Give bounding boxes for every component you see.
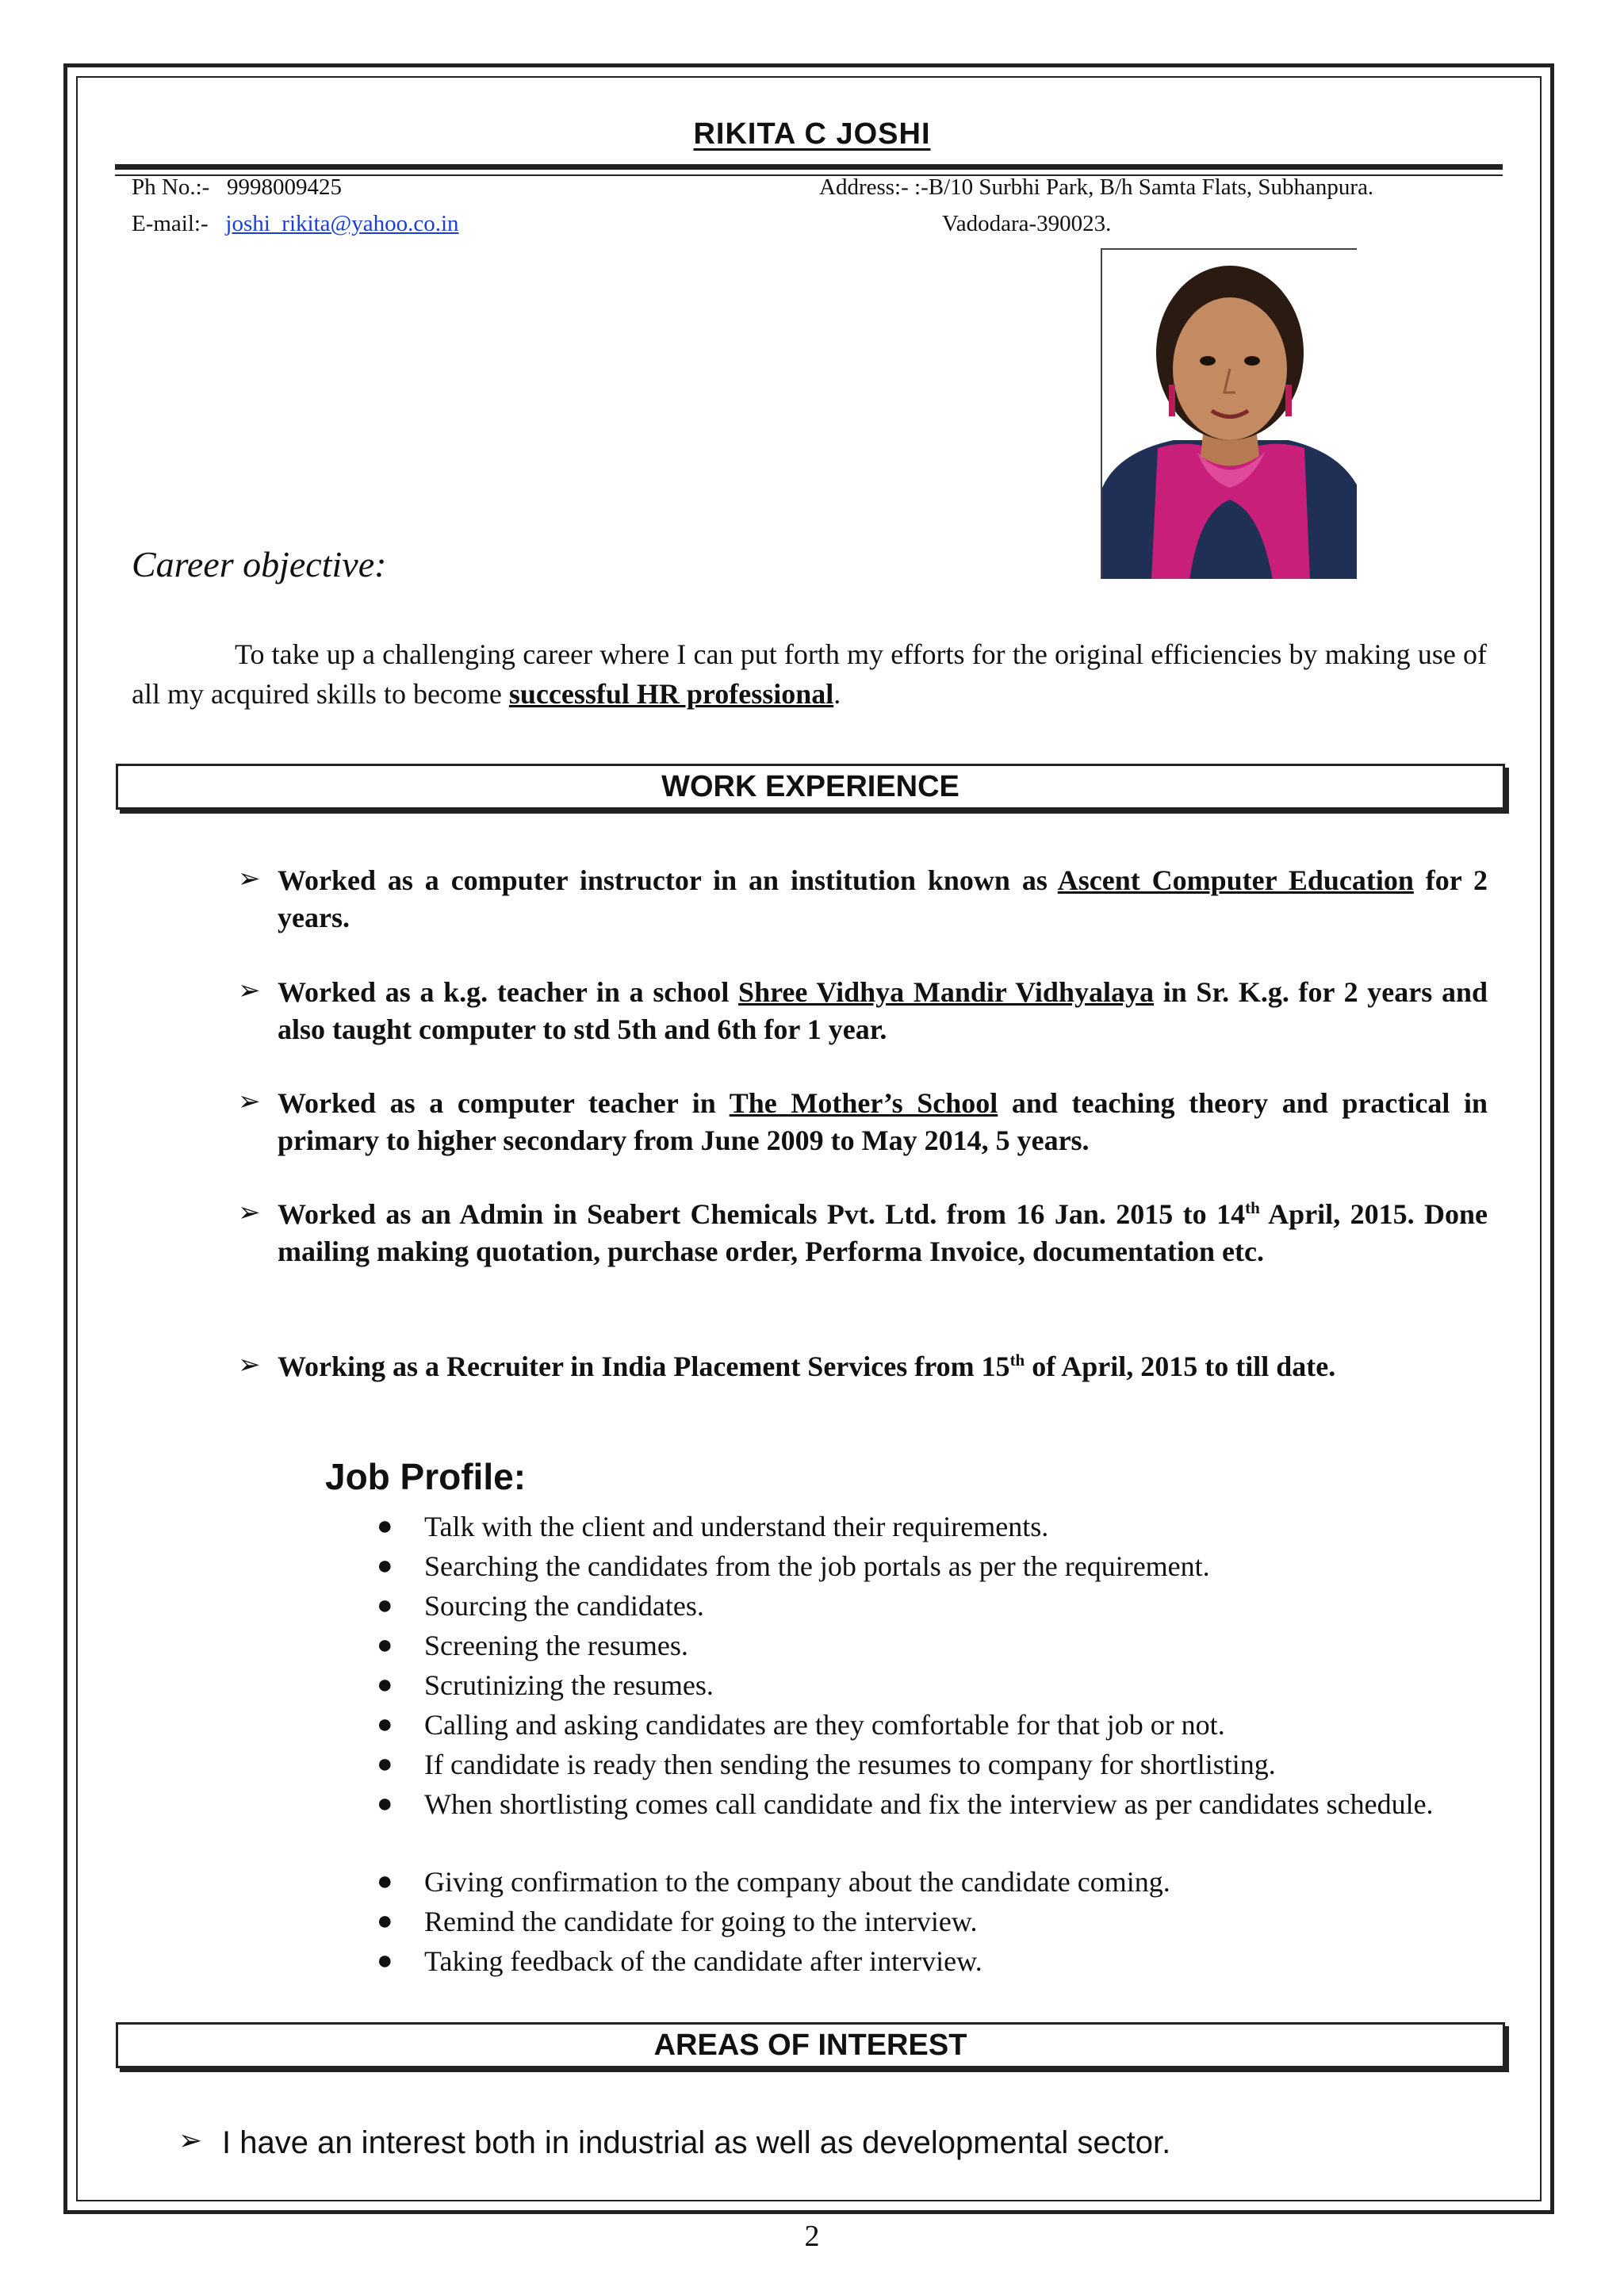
- work-item-1-text: Worked as a computer instructor in an institution known as: [278, 864, 1058, 896]
- dot-bullet-icon: ●: [377, 1906, 393, 1936]
- work-item-1-text-end: for 2 years.: [278, 864, 1488, 933]
- job-duty-3-text: Sourcing the candidates.: [424, 1590, 704, 1622]
- address-line-1: Address:- :-B/10 Surbhi Park, B/h Samta Flats, Subhanpura.: [819, 174, 1374, 200]
- job-duty-11-text: Taking feedback of the candidate after interview.: [424, 1945, 982, 1977]
- career-objective-heading: Career objective:: [132, 544, 387, 584]
- dot-bullet-icon: ●: [377, 1630, 393, 1660]
- arrow-bullet-icon: ➢: [178, 2124, 203, 2156]
- dot-bullet-icon: ●: [377, 1946, 393, 1975]
- job-duty-4: [377, 1626, 1487, 1665]
- work-item-2-text-end: in Sr. K.g. for 2 years and also taught computer to std 5th and 6th for 1 year.: [278, 976, 1488, 1045]
- work-item-4-text: Worked as an Admin in Seabert Chemicals Pvt. Ltd. from 16 Jan. 2015 to 14: [278, 1198, 1246, 1230]
- areas-of-interest-heading: AREAS OF INTEREST: [116, 2022, 1505, 2068]
- interest-text: I have an interest both in industrial as well as developmental sector.: [222, 2125, 1171, 2160]
- profile-photo: [1101, 248, 1357, 579]
- work-item-2-org: Shree Vidhya Mandir Vidhyalaya: [738, 976, 1154, 1008]
- dot-bullet-icon: ●: [377, 1551, 393, 1580]
- job-duty-10-text: Remind the candidate for going to the interview.: [424, 1906, 978, 1937]
- phone-label: Ph No.:-: [132, 174, 210, 200]
- email-line: [132, 211, 459, 237]
- arrow-bullet-icon: ➢: [238, 1087, 261, 1117]
- dot-bullet-icon: ●: [377, 1789, 393, 1818]
- phone-line: [132, 174, 342, 201]
- job-duty-8-text: When shortlisting comes call candidate and fix the interview as per candidates schedule.: [424, 1788, 1434, 1820]
- work-item-3-text: Worked as a computer teacher in: [278, 1087, 730, 1119]
- work-item-2: [238, 974, 1488, 1048]
- email-label: E-mail:-: [132, 211, 209, 236]
- work-item-5-text: Working as a Recruiter in India Placement Services from 15: [278, 1351, 1010, 1382]
- address-line-2: Vadodara-390023.: [942, 211, 1112, 236]
- job-duty-3: [377, 1586, 1487, 1626]
- career-objective-text: [132, 634, 1487, 714]
- career-text-end: .: [833, 678, 841, 710]
- job-duty-9: [377, 1862, 1487, 1902]
- arrow-bullet-icon: ➢: [238, 976, 261, 1006]
- work-item-5-text-end: of April, 2015 to till date.: [1025, 1351, 1336, 1382]
- work-item-5-sup: th: [1009, 1351, 1025, 1370]
- candidate-name: RIKITA C JOSHI: [693, 117, 931, 151]
- arrow-bullet-icon: ➢: [238, 1198, 261, 1228]
- work-item-2-text: Worked as a k.g. teacher in a school: [278, 976, 739, 1008]
- job-duty-10: [377, 1902, 1487, 1941]
- career-text-main: To take up a challenging career where I can put forth my efforts for the original efficiencies by making use of all my acquired skills to become: [132, 638, 1487, 710]
- work-item-3: [238, 1085, 1488, 1159]
- work-item-5: [238, 1348, 1488, 1385]
- work-item-4: [238, 1196, 1488, 1270]
- work-item-4-text-end: April, 2015. Done mailing making quotation, purchase order, Performa Invoice, documentation etc.: [278, 1198, 1488, 1267]
- profile-photo-illustration: [1102, 250, 1357, 579]
- job-profile-heading: Job Profile:: [325, 1456, 527, 1497]
- arrow-bullet-icon: ➢: [238, 1351, 261, 1380]
- job-duty-6-text: Calling and asking candidates are they comfortable for that job or not.: [424, 1709, 1225, 1741]
- job-duty-7: [377, 1745, 1487, 1784]
- job-duty-5-text: Scrutinizing the resumes.: [424, 1669, 714, 1701]
- job-duty-11: [377, 1941, 1487, 1981]
- work-item-1: [238, 862, 1488, 937]
- dot-bullet-icon: ●: [377, 1749, 393, 1779]
- dot-bullet-icon: ●: [377, 1670, 393, 1699]
- career-text-emphasis: successful HR professional: [508, 678, 834, 710]
- page-number: 2: [804, 2220, 820, 2253]
- job-duty-4-text: Screening the resumes.: [424, 1630, 688, 1661]
- dot-bullet-icon: ●: [377, 1867, 393, 1896]
- job-duty-1: [377, 1507, 1487, 1546]
- work-item-4-sup: th: [1245, 1198, 1260, 1217]
- header-rule-thick: [115, 164, 1503, 170]
- job-duty-9-text: Giving confirmation to the company about the candidate coming.: [424, 1866, 1170, 1898]
- email-link[interactable]: joshi_rikita@yahoo.co.in: [225, 211, 459, 236]
- work-experience-heading: WORK EXPERIENCE: [116, 764, 1505, 810]
- arrow-bullet-icon: ➢: [238, 864, 261, 894]
- job-duty-2-text: Searching the candidates from the job portals as per the requirement.: [424, 1550, 1210, 1582]
- job-duty-8: [377, 1784, 1487, 1824]
- dot-bullet-icon: ●: [377, 1511, 393, 1541]
- dot-bullet-icon: ●: [377, 1591, 393, 1620]
- job-duty-6: [377, 1705, 1487, 1745]
- job-duty-1-text: Talk with the client and understand their requirements.: [424, 1511, 1049, 1542]
- phone-number: 9998009425: [227, 174, 343, 200]
- dot-bullet-icon: ●: [377, 1710, 393, 1739]
- work-item-3-org: The Mother’s School: [729, 1087, 998, 1119]
- work-item-3-text-end: and teaching theory and practical in primary to higher secondary from June 2009 to May 2014, 5 years.: [278, 1087, 1488, 1156]
- job-duty-2: [377, 1546, 1487, 1586]
- work-item-1-org: Ascent Computer Education: [1057, 864, 1414, 896]
- job-duty-5: [377, 1665, 1487, 1705]
- interest-item: [178, 2124, 1171, 2161]
- job-duty-7-text: If candidate is ready then sending the resumes to company for shortlisting.: [424, 1749, 1276, 1780]
